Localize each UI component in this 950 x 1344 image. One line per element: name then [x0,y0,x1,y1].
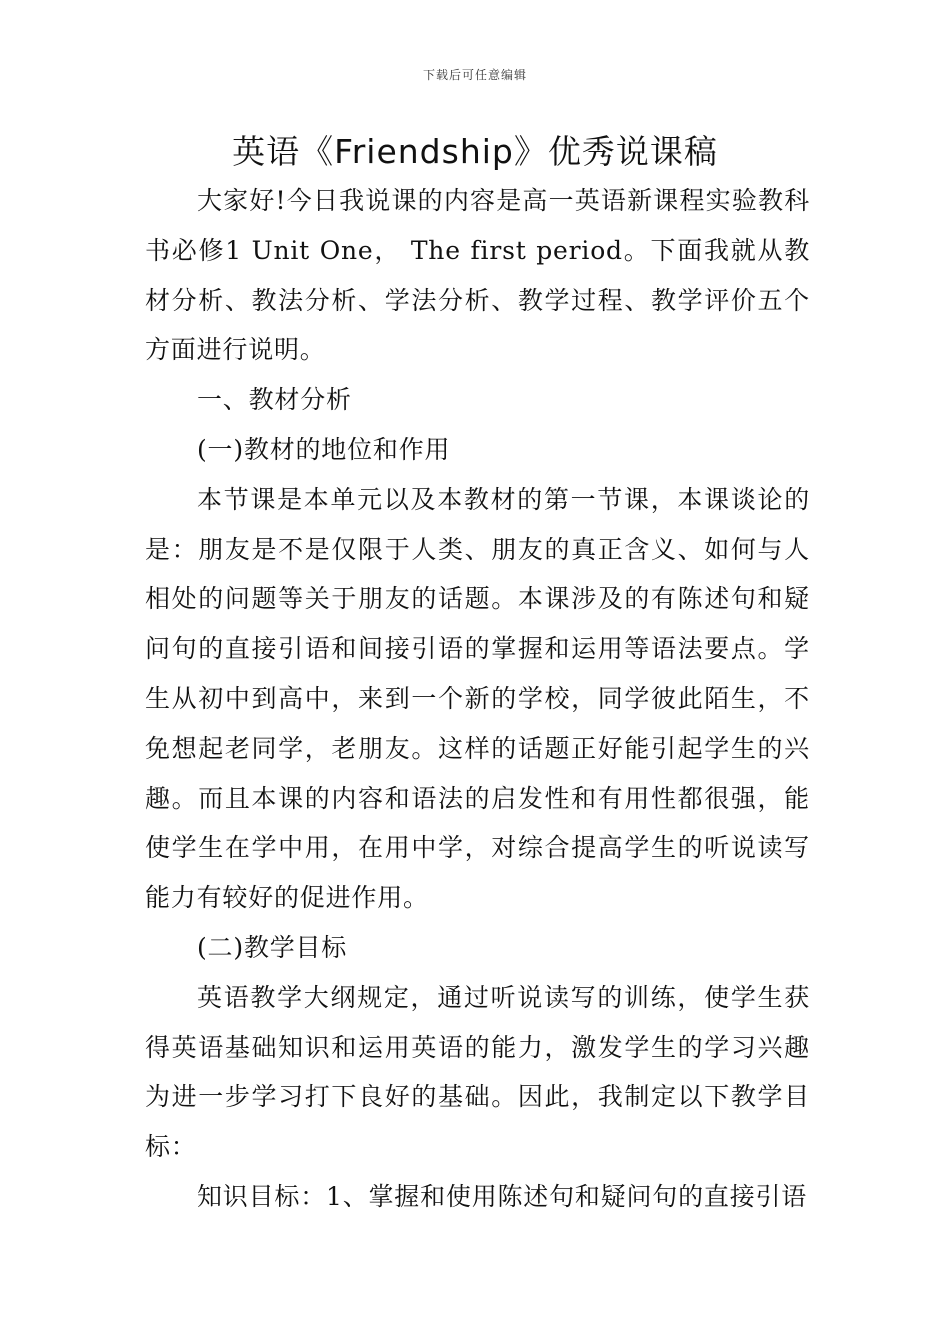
header-note: 下载后可任意编辑 [422,68,527,82]
section-heading-textbook-analysis: 一、教材分析 [197,385,352,415]
document-title: 英语《Friendship》优秀说课稿 [232,132,718,171]
document-body [145,176,810,1222]
subsection-heading-status-and-role: (一)教材的地位和作用 [197,434,451,464]
status-and-role-paragraph: 本节课是本单元以及本教材的第一节课，本课谈论的是：朋友是不是仅限于人类、朋友的真正含义、如何与人相处的问题等关于朋友的话题。本课涉及的有陈述句和疑问句的直接引语和间接引语的掌握和运用等语法要点。学生从初中到高中，来到一个新的学校，同学彼此陌生，不免想起老同学，老朋友。这样的话题正好能引起学生的兴趣。而且本课的内容和语法的启发性和有用性都很强，能使学生在学中用，在用中学，对综合提高学生的听说读写能力有较好的促进作用。 [145,484,810,913]
intro-paragraph: 大家好!今日我说课的内容是高一英语新课程实验教科书必修1 Unit One， The first period。下面我就从教材分析、教法分析、学法分析、教学过程、教学评价五个方面进行说明。 [145,186,810,365]
subsection-heading-teaching-objectives: (二)教学目标 [197,932,348,962]
knowledge-objectives-paragraph: 知识目标：1、掌握和使用陈述句和疑问句的直接引语 [197,1181,808,1211]
teaching-objectives-paragraph: 英语教学大纲规定，通过听说读写的训练，使学生获得英语基础知识和运用英语的能力，激发学生的学习兴趣为进一步学习打下良好的基础。因此，我制定以下教学目标： [145,982,810,1162]
